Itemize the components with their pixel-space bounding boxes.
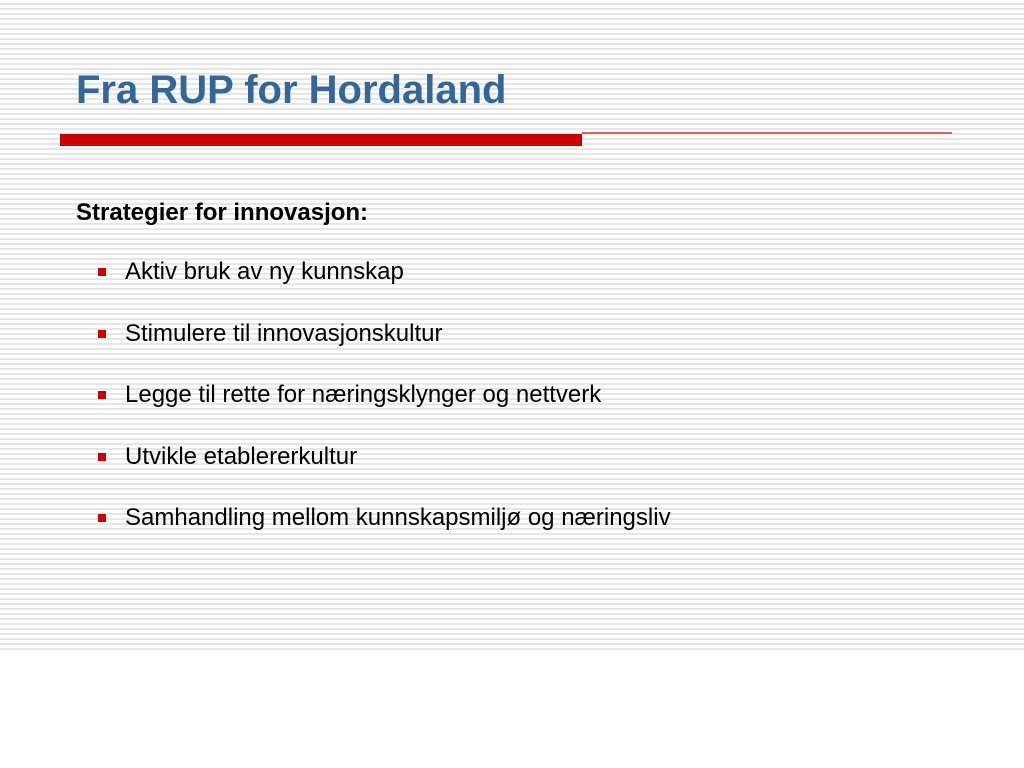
square-bullet-icon <box>98 391 106 399</box>
bullet-list <box>96 256 671 564</box>
square-bullet-icon <box>98 514 106 522</box>
bullet-item <box>96 502 671 534</box>
bullet-item <box>96 379 671 411</box>
square-bullet-icon <box>98 268 106 276</box>
bullet-item <box>96 256 671 288</box>
title-underline-thick <box>60 134 582 146</box>
bullet-text: Aktiv bruk av ny kunnskap <box>125 258 404 285</box>
square-bullet-icon <box>98 453 106 461</box>
slide-title: Fra RUP for Hordaland <box>76 68 507 112</box>
bullet-text: Utvikle etablererkultur <box>125 442 358 470</box>
bullet-item <box>96 441 671 473</box>
square-bullet-icon <box>98 330 106 338</box>
bullet-text: Legge til rette for næringsklynger og nettverk <box>125 381 602 408</box>
section-heading: Strategier for innovasjon: <box>76 199 369 226</box>
title-underline-thin <box>582 132 952 134</box>
bullet-text: Samhandling mellom kunnskapsmiljø og næringsliv <box>125 504 671 531</box>
bullet-item <box>96 318 671 350</box>
bullet-text: Stimulere til innovasjonskultur <box>125 319 443 347</box>
